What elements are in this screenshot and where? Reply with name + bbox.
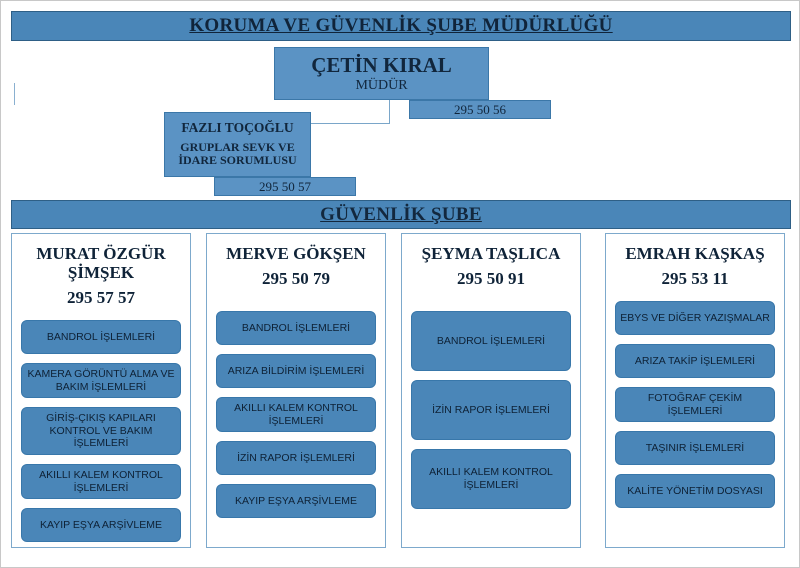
director-name: ÇETİN KIRAL (311, 52, 452, 77)
task-list (606, 301, 784, 508)
task-item[interactable] (21, 464, 181, 499)
staff-phone: 295 57 57 (67, 288, 135, 308)
director-phone: 295 50 56 (409, 100, 551, 119)
page-title: KORUMA VE GÜVENLİK ŞUBE MÜDÜRLÜĞÜ (11, 11, 791, 41)
task-label: BANDROL İŞLEMLERİ (241, 321, 351, 334)
task-label: AKILLI KALEM KONTROL İŞLEMLERİ (429, 466, 553, 492)
staff-name-line1: ŞEYMA TAŞLICA (421, 244, 561, 263)
staff-name-line1: MURAT ÖZGÜR (36, 244, 166, 263)
task-label: KALİTE YÖNETİM DOSYASI (627, 484, 763, 497)
staff-name-line1: MERVE GÖKŞEN (226, 244, 366, 263)
task-item[interactable] (216, 311, 376, 345)
task-label: İZİN RAPOR İŞLEMLERİ (237, 451, 355, 464)
task-label: AKILLI KALEM KONTROL İŞLEMLERİ (234, 402, 358, 427)
task-label: ARIZA TAKİP İŞLEMLERİ (634, 354, 756, 367)
task-list (207, 311, 385, 518)
task-label: İZİN RAPOR İŞLEMLERİ (432, 403, 550, 416)
connector-line-vertical (389, 100, 390, 124)
task-list (12, 320, 190, 542)
task-label: TAŞINIR İŞLEMLERİ (645, 441, 745, 454)
task-item[interactable] (615, 301, 775, 335)
task-item[interactable] (615, 344, 775, 378)
staff-name (606, 242, 784, 263)
task-item[interactable] (216, 354, 376, 388)
deputy-box (164, 112, 311, 177)
task-item[interactable] (21, 407, 181, 455)
task-item[interactable] (411, 380, 571, 440)
staff-phone: 295 50 79 (262, 269, 330, 289)
task-label: ARIZA BİLDİRİM İŞLEMLERİ (227, 364, 365, 377)
task-item[interactable] (411, 449, 571, 509)
director-title: MÜDÜR (355, 77, 408, 93)
task-item[interactable] (615, 387, 775, 422)
staff-name (402, 242, 580, 263)
task-label: KAYIP EŞYA ARŞİVLEME (40, 518, 162, 531)
task-label: BANDROL İŞLEMLERİ (46, 330, 156, 343)
staff-phone: 295 50 91 (457, 269, 525, 289)
staff-name-line1: EMRAH KAŞKAŞ (625, 244, 765, 263)
task-item[interactable] (411, 311, 571, 371)
deputy-role (178, 141, 296, 168)
staff-name (12, 242, 190, 282)
task-label: EBYS VE DİĞER YAZIŞMALAR (620, 311, 770, 324)
staff-name (207, 242, 385, 263)
section-title: GÜVENLİK ŞUBE (11, 200, 791, 229)
task-label: FOTOĞRAF ÇEKİM İŞLEMLERİ (647, 392, 743, 417)
connector-line-left (14, 83, 15, 105)
staff-name-line2: ŞİMŞEK (67, 263, 135, 283)
task-item[interactable] (615, 431, 775, 465)
staff-phone: 295 53 11 (661, 269, 729, 289)
task-item[interactable] (216, 397, 376, 432)
deputy-name: FAZLI TOÇOĞLU (181, 120, 294, 136)
task-item[interactable] (615, 474, 775, 508)
deputy-role-line1: GRUPLAR SEVK VE (180, 139, 295, 154)
task-label: GİRİŞ-ÇIKIŞ KAPILARI KONTROL VE BAKIM İŞLEMLERİ (46, 412, 156, 450)
connector-line-horizontal (311, 123, 389, 124)
task-label: KAMERA GÖRÜNTÜ ALMA VE BAKIM İŞLEMLERİ (27, 368, 175, 393)
staff-column (605, 233, 785, 548)
task-label: BANDROL İŞLEMLERİ (436, 334, 546, 347)
task-item[interactable] (21, 508, 181, 542)
task-item[interactable] (216, 441, 376, 475)
director-box (274, 47, 489, 100)
task-item[interactable] (216, 484, 376, 518)
task-item[interactable] (21, 320, 181, 354)
staff-column (401, 233, 581, 548)
staff-column (11, 233, 191, 548)
staff-column (206, 233, 386, 548)
task-label: KAYIP EŞYA ARŞİVLEME (235, 494, 357, 507)
task-item[interactable] (21, 363, 181, 398)
deputy-phone: 295 50 57 (214, 177, 356, 196)
deputy-role-line2: İDARE SORUMLUSU (178, 153, 297, 168)
task-label: AKILLI KALEM KONTROL İŞLEMLERİ (39, 469, 163, 494)
task-list (402, 311, 580, 509)
